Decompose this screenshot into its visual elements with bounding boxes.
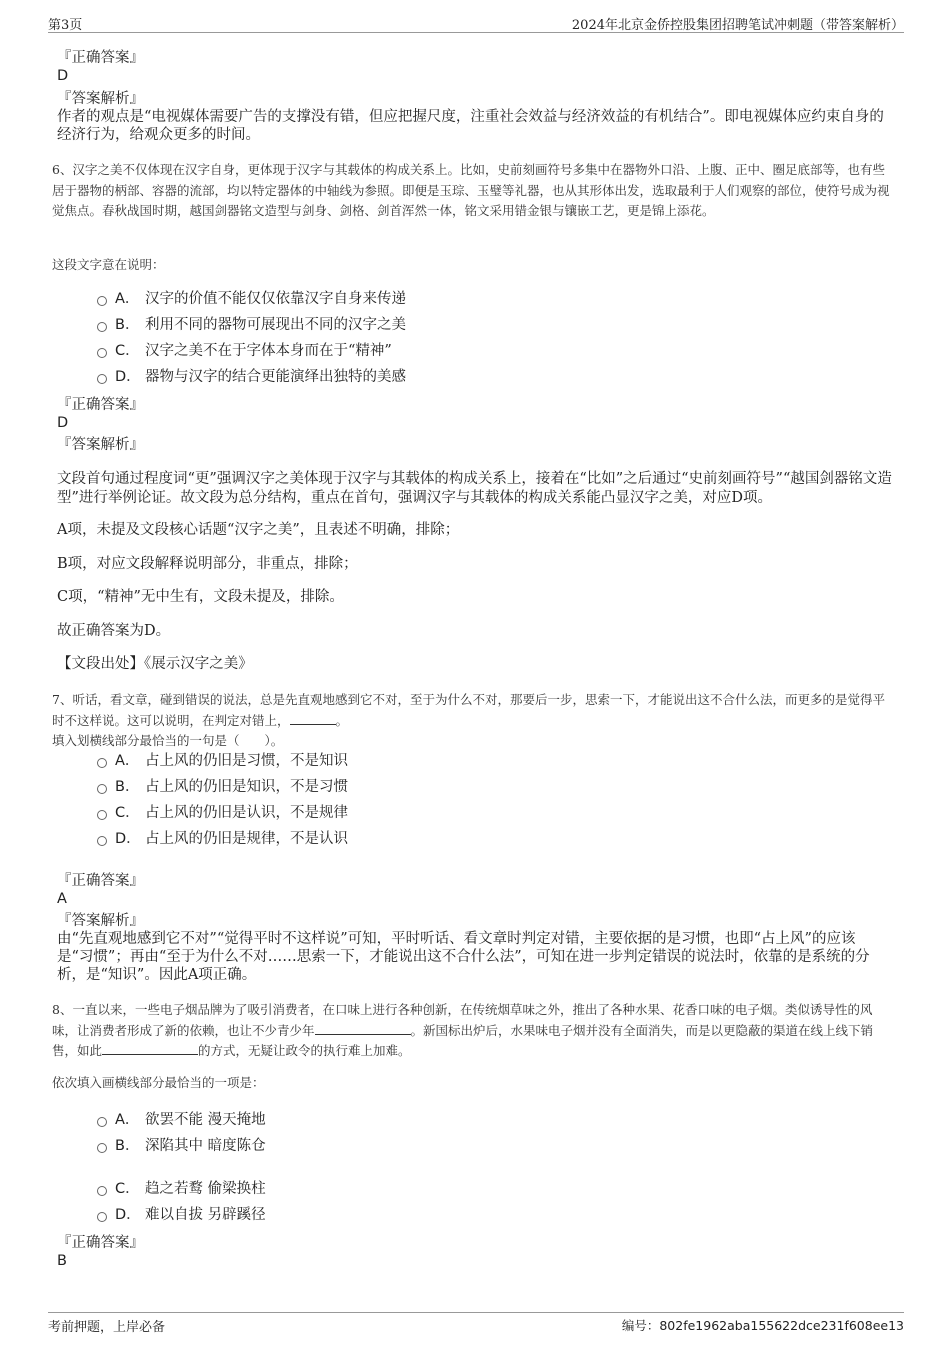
page-footer xyxy=(48,1312,904,1335)
q6-option-b[interactable]: B． 利用不同的器物可展现出不同的汉字之美 xyxy=(97,316,406,334)
q6-option-a[interactable]: A． 汉字的价值不能仅仅依靠汉字自身来传递 xyxy=(97,290,406,308)
q7-prompt: 填入划横线部分最恰当的一句是（ ）。 xyxy=(52,733,284,748)
q7-analysis-label: 『答案解析』 xyxy=(57,913,144,929)
q6-analysis-4: C项，“精神”无中生有，文段未提及，排除。 xyxy=(57,589,344,605)
q8-answer-label: 『正确答案』 xyxy=(57,1235,144,1251)
q6-option-d[interactable]: D． 器物与汉字的结合更能演绎出独特的美感 xyxy=(97,368,406,386)
q6-analysis-2: A项，未提及文段核心话题“汉字之美”，且表述不明确，排除； xyxy=(57,522,460,538)
q7-stem: 7、听话，看文章，碰到错误的说法，总是先直观地感到它不对，至于为什么不对，那要后一步，思索一下，才能说出这不合什么法，而更多的是觉得平时不这样说。这可以说明，在判定对错上， 。 xyxy=(52,692,885,728)
q7-option-c[interactable]: C． 占上风的仍旧是认识，不是规律 xyxy=(97,804,348,822)
q6-stem: 6、汉字之美不仅体现在汉字自身，更体现于汉字与其载体的构成关系上。比如，史前刻画符号多集中在器物外口沿、上腹、正中、圈足底部等，也有些居于器物的柄部、容器的流部，均以特定器体的中轴线为参照。即便是玉琮、玉璧等礼器，也从其形体出发，选取最利于人们观察的部位，使符号成为视觉焦点。春秋战国时期，越国剑器铭文造型与剑身、剑格、剑首浑然一体，铭文采用错金银与镶嵌工艺，更是锦上添花。 xyxy=(52,162,890,218)
q8-option-d[interactable]: D． 难以自拔 另辟蹊径 xyxy=(97,1206,266,1224)
q8-option-a[interactable]: A． 欲罢不能 漫天掩地 xyxy=(97,1111,266,1129)
q5-answer: D xyxy=(57,68,69,84)
q8-answer: B xyxy=(57,1253,67,1269)
blank-line xyxy=(290,712,336,725)
page-header xyxy=(48,14,904,33)
radio-icon[interactable] xyxy=(97,296,107,306)
q6-answer: D xyxy=(57,415,69,431)
q6-source: 【文段出处】《展示汉字之美》 xyxy=(57,656,253,672)
radio-icon[interactable] xyxy=(97,1143,107,1153)
q7-option-b[interactable]: B． 占上风的仍旧是知识，不是习惯 xyxy=(97,778,348,796)
q7-option-d[interactable]: D． 占上风的仍旧是规律，不是认识 xyxy=(97,830,348,848)
q8-option-c[interactable]: C． 趋之若鹜 偷梁换柱 xyxy=(97,1180,266,1198)
q6-analysis-1: 文段首句通过程度词“更”强调汉字之美体现于汉字与其载体的构成关系上，接着在“比如”之后通过“史前刻画符号”“越国剑器铭文造型”进行举例论证。故文段为总分结构，重点在首句，强调汉字与其载体的构成关系能凸显汉字之美，对应D项。 xyxy=(57,471,892,506)
blank-line xyxy=(315,1022,411,1035)
q6-analysis-3: B项，对应文段解释说明部分，非重点，排除； xyxy=(57,556,358,572)
q7-answer-label: 『正确答案』 xyxy=(57,873,144,889)
radio-icon[interactable] xyxy=(97,810,107,820)
radio-icon[interactable] xyxy=(97,1117,107,1127)
q5-analysis-label: 『答案解析』 xyxy=(57,91,144,107)
q5-answer-label: 『正确答案』 xyxy=(57,50,144,66)
q6-option-c[interactable]: C． 汉字之美不在于字体本身而在于“精神” xyxy=(97,342,392,360)
document-title: 2024年北京金侨控股集团招聘笔试冲刺题（带答案解析） xyxy=(571,18,904,33)
page-number: 第3页 xyxy=(48,18,83,33)
footer-slogan: 考前押题，上岸必备 xyxy=(48,1320,166,1335)
q7-answer: A xyxy=(57,891,67,907)
document-id: 编号：802fe1962aba155622dce231f608ee13 xyxy=(621,1318,904,1333)
q6-answer-label: 『正确答案』 xyxy=(57,397,144,413)
q7-analysis: 由“先直观地感到它不对”“觉得平时不这样说”可知，平时听话、看文章时判定对错，主要依据的是习惯，也即“占上风”的应该是“习惯”；再由“至于为什么不对……思索一下，才能说出这不合什么法”，可知在进一步判定错误的说法时，依靠的是系统的分析，是“知识”。因此A项正确。 xyxy=(57,931,870,983)
radio-icon[interactable] xyxy=(97,374,107,384)
q5-analysis: 作者的观点是“电视媒体需要广告的支撑没有错，但应把握尺度，注重社会效益与经济效益的有机结合”。即电视媒体应约束自身的经济行为，给观众更多的时间。 xyxy=(57,109,884,143)
q8-stem: 8、一直以来，一些电子烟品牌为了吸引消费者，在口味上进行各种创新，在传统烟草味之外，推出了各种水果、花香口味的电子烟。类似诱导性的风味，让消费者形成了新的依赖，也让不少青少年 。新国标出炉后，水果味电子烟并没有全面消失，而是以更隐蔽的渠道在线上线下销售，如此 的方式，无疑让政令的执行难上加难。 xyxy=(52,1002,874,1058)
radio-icon[interactable] xyxy=(97,348,107,358)
blank-line xyxy=(102,1042,198,1055)
q6-prompt: 这段文字意在说明： xyxy=(52,257,165,272)
radio-icon[interactable] xyxy=(97,1186,107,1196)
radio-icon[interactable] xyxy=(97,784,107,794)
radio-icon[interactable] xyxy=(97,836,107,846)
q8-prompt: 依次填入画横线部分最恰当的一项是： xyxy=(52,1075,265,1090)
radio-icon[interactable] xyxy=(97,1212,107,1222)
q7-option-a[interactable]: A． 占上风的仍旧是习惯，不是知识 xyxy=(97,752,348,770)
radio-icon[interactable] xyxy=(97,758,107,768)
radio-icon[interactable] xyxy=(97,322,107,332)
q6-analysis-5: 故正确答案为D。 xyxy=(57,623,171,639)
q6-analysis-label: 『答案解析』 xyxy=(57,437,144,453)
q8-option-b[interactable]: B． 深陷其中 暗度陈仓 xyxy=(97,1137,266,1155)
